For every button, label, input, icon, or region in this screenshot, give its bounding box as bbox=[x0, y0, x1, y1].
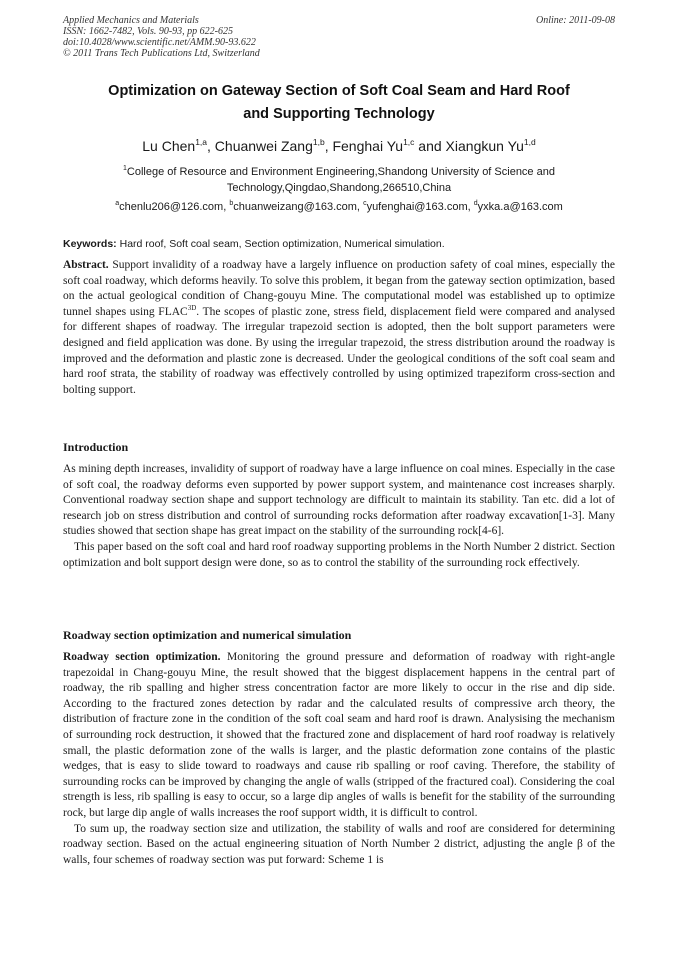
author-sep: , bbox=[207, 138, 215, 154]
author-sup: 1,c bbox=[403, 137, 415, 147]
doi-link[interactable]: doi:10.4028/www.scientific.net/AMM.90-93.622 bbox=[63, 37, 256, 48]
paragraph: As mining depth increases, invalidity of support of roadway have a large influence on coal mines. Especially in the case of soft coal, the roadway deforms even supported by power support system, and maintenance cost increases sharply. Conventional roadway section shape and support technology are difficult to maintain its stability. Tan etc. did a lot of research job on stress distribution and control of surrounding rocks deformation after roadway excavation[1-3]. Many studies showed that section shape has great impact on the stability of the surrounding rock[4-6]. bbox=[63, 463, 615, 538]
author-sup: 1,b bbox=[312, 137, 325, 147]
email-list bbox=[63, 200, 615, 214]
author-sep: , bbox=[324, 138, 333, 154]
section-heading-introduction: Introduction bbox=[63, 440, 129, 454]
paragraph-text: Monitoring the ground pressure and deformation of roadway with right-angle trapezoidal in Chang-gouyu Mine, the result showed that the biggest displacement happens in the central part of roadway, the rib spalling and higher stress concentration factor are more likely to occur in the rise and dip side. According to the fractured zones detection by radar and the calculated results of compressive arch theory, the distribution of fracture zone in the condition of the soft coal seam and hard roof is drawn. Analysising the mechanism of surrounding rock destruction, it showed that the fractured zone and displacement of hard roof roadway is relatively small, the plastic deformation zone of the walls is larger, and the plastic deformation zone contains of the plastic wedges, that is easy to slide toward to roadways and cause rib spalling or roof caving. Therefore, the stability of surrounding rocks can be improved by changing the angle of walls (stripped of the fractured coal). Considering the coal strength is less, rib spalling is easy to occur, so a large dip angles of walls is benefit for the stability of the surrounding rock, but large dip angle of walls increases the roof support width, it is difficult to control. bbox=[63, 651, 615, 819]
author-list bbox=[63, 137, 615, 155]
journal-header bbox=[63, 15, 615, 59]
section-roadway-body bbox=[63, 650, 615, 868]
author-sup: 1,d bbox=[523, 137, 536, 147]
email-link[interactable]: yufenghai@163.com, bbox=[366, 201, 474, 213]
author-name: Chuanwei Zang bbox=[214, 138, 313, 154]
email-sup: a bbox=[115, 200, 120, 207]
affiliation-text: College of Resource and Environment Engineering,Shandong University of Science and Technology,Qingdao,Shandong,266510,China bbox=[126, 166, 555, 194]
title-line-2: and Supporting Technology bbox=[243, 106, 435, 122]
abstract bbox=[63, 258, 615, 398]
email-link[interactable]: chuanweizang@163.com, bbox=[233, 201, 364, 213]
keywords-text: Hard roof, Soft coal seam, Section optimization, Numerical simulation. bbox=[116, 238, 445, 250]
email-sup: b bbox=[229, 200, 234, 207]
abstract-sup: 3D bbox=[187, 303, 197, 312]
keywords bbox=[63, 237, 615, 251]
affiliation-sup: 1 bbox=[123, 165, 127, 172]
subsection-label: Roadway section optimization. bbox=[63, 651, 221, 663]
issn-line: ISSN: 1662-7482, Vols. 90-93, pp 622-625 bbox=[63, 26, 233, 37]
email-link[interactable]: chenlu206@126.com, bbox=[119, 201, 230, 213]
paper-title bbox=[63, 80, 615, 126]
journal-name: Applied Mechanics and Materials bbox=[63, 15, 199, 26]
online-date: Online: 2011-09-08 bbox=[536, 15, 615, 26]
paragraph bbox=[63, 650, 615, 822]
email-sup: d bbox=[473, 200, 478, 207]
email-link[interactable]: yxka.a@163.com bbox=[477, 201, 563, 213]
keywords-label: Keywords: bbox=[63, 238, 117, 250]
copyright-line: © 2011 Trans Tech Publications Ltd, Switzerland bbox=[63, 48, 260, 59]
introduction-body bbox=[63, 462, 615, 571]
author-name: Xiangkun Yu bbox=[445, 138, 524, 154]
abstract-text-cont: . The scopes of plastic zone, stress field, displacement field were compared and analysed for different shapes of roadway. The irregular trapezoid section is adopted, then the bolt support parameters were designed and field application was done. By using the irregular trapezoid, the stress distribution around the roadway is improved and the deformation and plastic zone is decreased. Under the geological conditions of the soft coal seam and hard roof strata, the stability of roadway was effectively controlled by using optimized trapeziform cross-section and bolting support. bbox=[63, 305, 615, 396]
section-heading-roadway: Roadway section optimization and numerical simulation bbox=[63, 628, 352, 642]
title-line-1: Optimization on Gateway Section of Soft Coal Seam and Hard Roof bbox=[108, 83, 570, 99]
abstract-label: Abstract. bbox=[63, 259, 109, 271]
author-name: Fenghai Yu bbox=[332, 138, 404, 154]
paragraph: To sum up, the roadway section size and utilization, the stability of walls and roof are considered for determining roadway section. Based on the actual engineering situation of North Number 2 district, adjusting the angle β of the walls, four schemes of roadway section was put forward: Scheme 1 is bbox=[63, 822, 615, 866]
author-sep: and bbox=[414, 138, 446, 154]
paragraph: This paper based on the soft coal and hard roof roadway supporting problems in the North Number 2 district. Section optimization and bolt support design were done, so as to control the stability of the surrounding rock effectively. bbox=[63, 540, 615, 569]
abstract-text: Support invalidity of a roadway have a largely influence on production safety of coal mines, especially the soft coal roadway, which deforms heavily. To solve this problem, it began from the gateway section optimization, based on the actual geological condition of Chang-gouyu Mine. The computational model was established up to optimize tunnel shapes using FLAC bbox=[63, 259, 615, 318]
affiliation bbox=[80, 164, 598, 196]
author-name: Lu Chen bbox=[142, 138, 196, 154]
author-sup: 1,a bbox=[195, 137, 208, 147]
email-sup: c bbox=[363, 200, 367, 207]
